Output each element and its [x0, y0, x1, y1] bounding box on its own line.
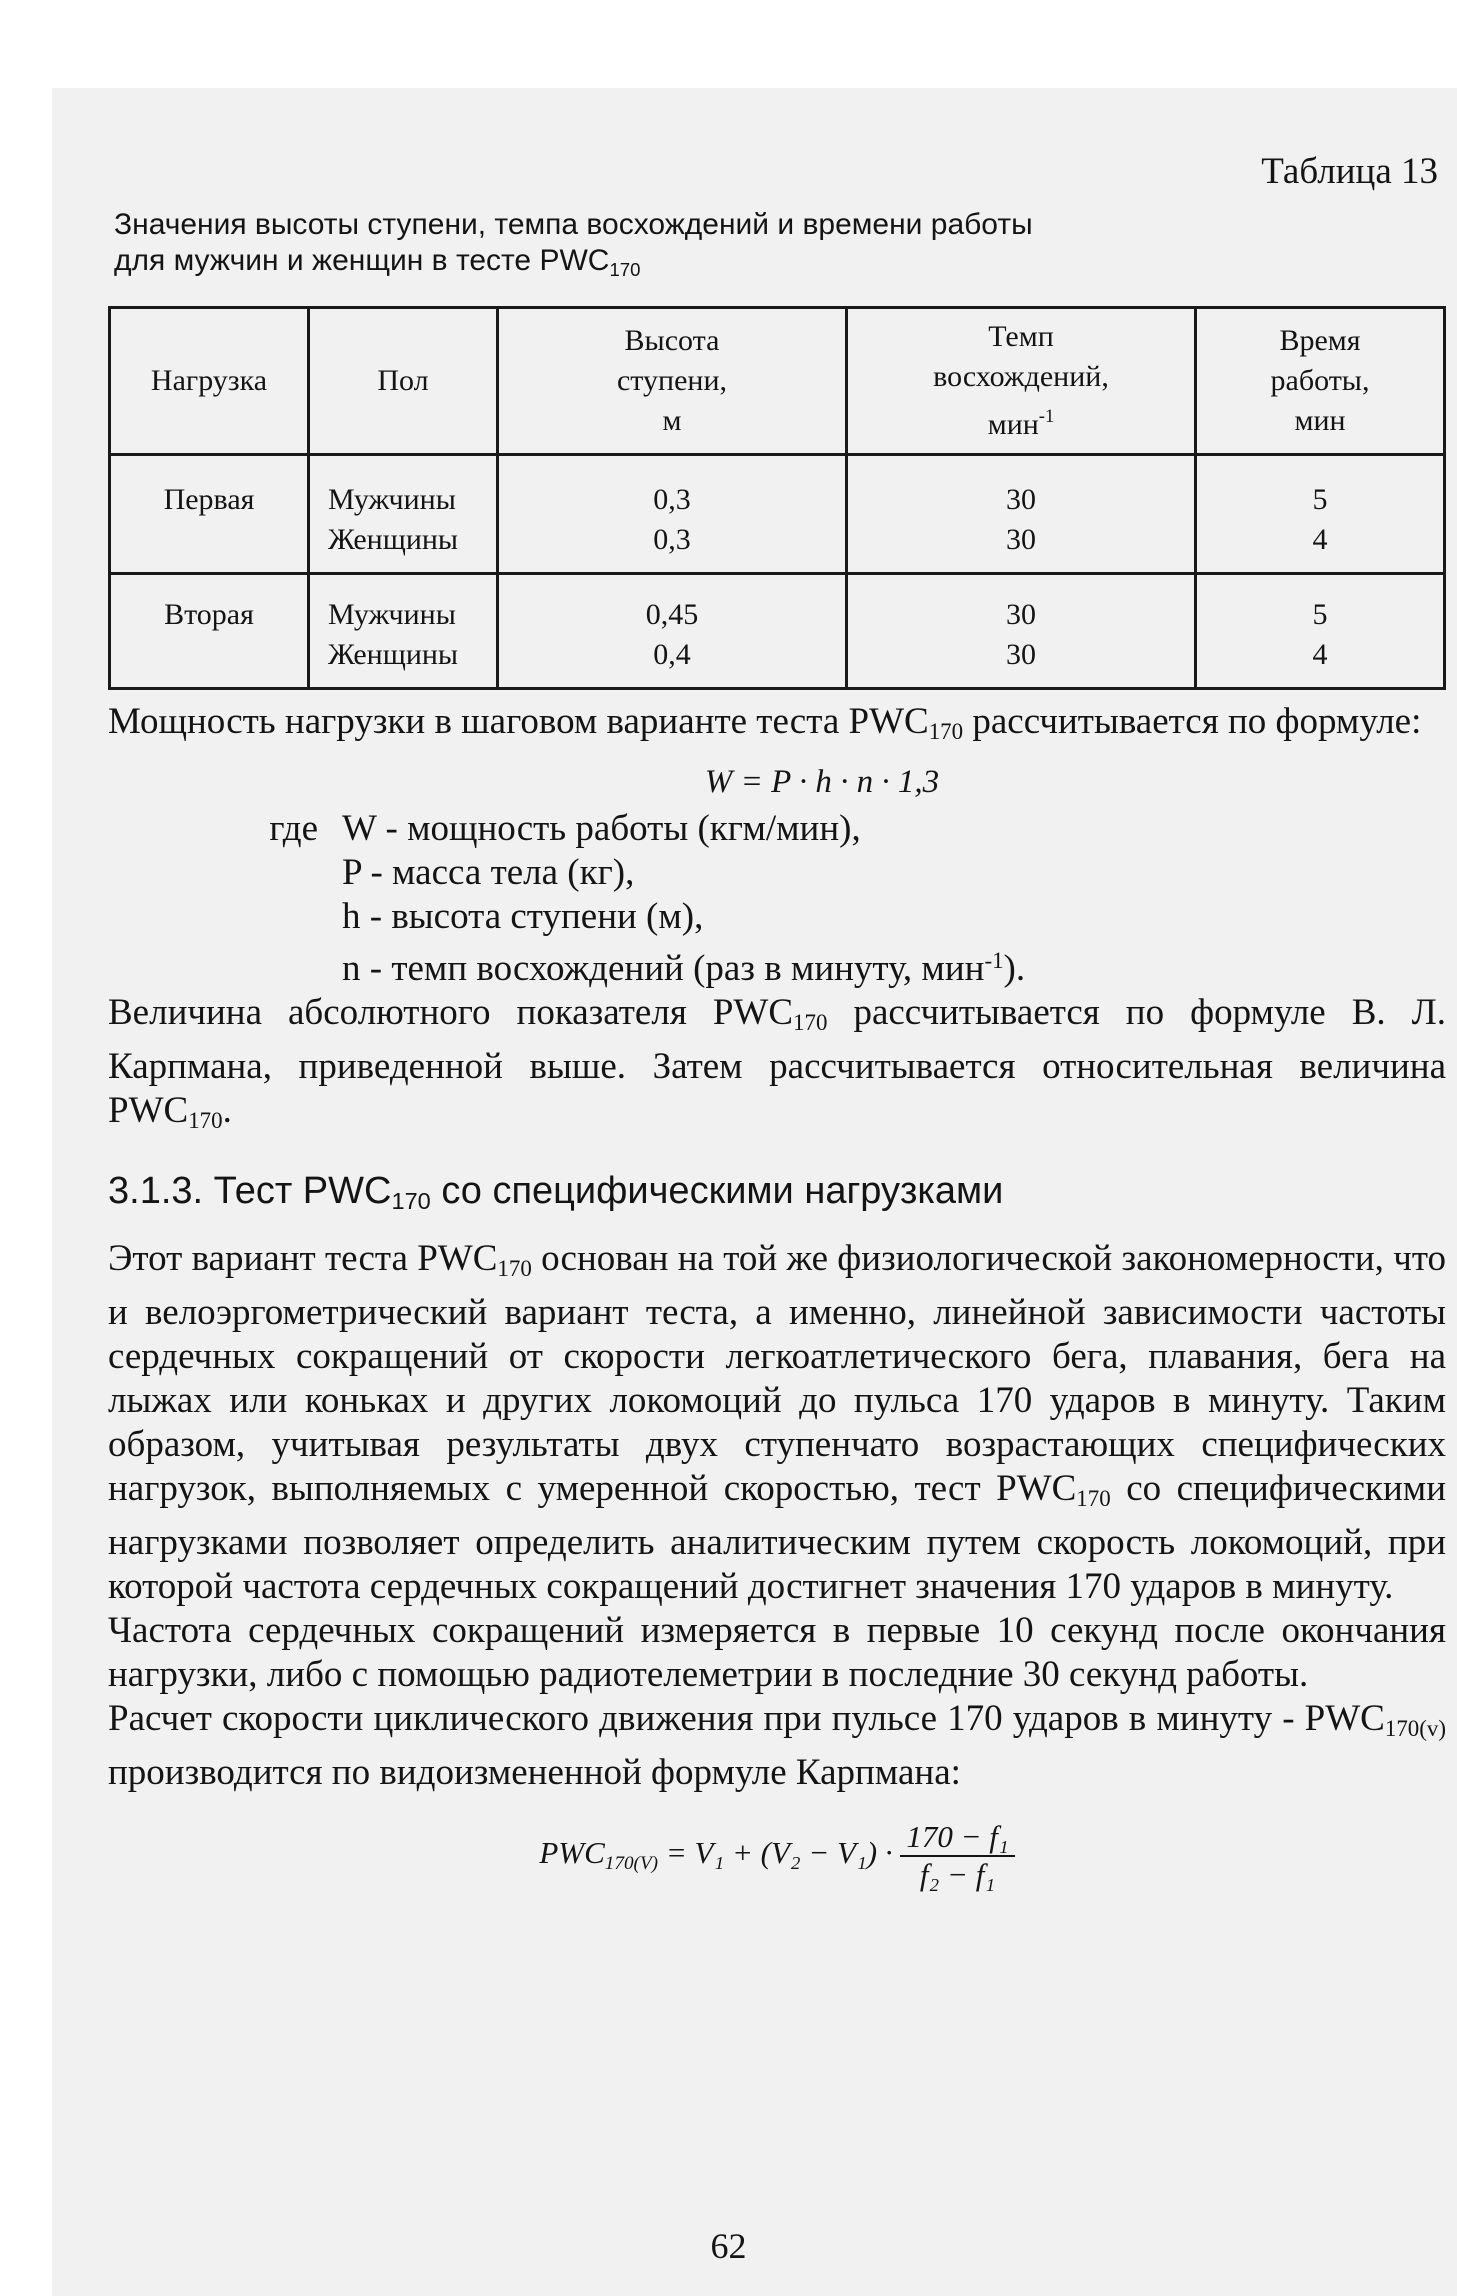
p2-b: рассчитывается по формуле В. Л. Карпмана, приведенной выше. Затем рассчитывается относительная величина PWC: [108, 992, 1447, 1131]
header-tempo-l2: восхождений,: [933, 360, 1109, 393]
cell-tempo-men: 30: [1006, 598, 1036, 631]
table-row: [110, 455, 1445, 574]
heading-sub: 170: [391, 1188, 431, 1214]
legend-item: P - масса тела (кг),: [342, 852, 635, 893]
header-height-l3: м: [662, 404, 682, 437]
legend-row: [108, 895, 1446, 939]
formula-mid: = V₁ + (V₂ − V₁) ·: [658, 1835, 901, 1871]
legend-row: [108, 939, 1446, 991]
cell-time: [1196, 574, 1445, 689]
cell-tempo-women: 30: [1006, 638, 1036, 671]
header-sex: Пол: [309, 308, 498, 455]
section-heading: [108, 1169, 1446, 1223]
legend-row: [108, 851, 1446, 895]
header-time-l2: работы,: [1270, 364, 1370, 397]
paragraph-calculation: [108, 1697, 1446, 1795]
legend-sup: -1: [984, 948, 1004, 973]
cell-height: [498, 574, 847, 689]
cell-time-women: 4: [1312, 523, 1328, 556]
cell-sex: [309, 455, 498, 574]
header-height-l1: Высота: [624, 324, 720, 357]
formula-denominator: f₂ − f₁: [919, 1857, 996, 1892]
formula-power: W = P · h · n · 1,3: [704, 764, 940, 800]
cell-height: [498, 455, 847, 574]
table-label: Таблица 13: [1261, 151, 1438, 192]
legend-item: h - высота ступени (м),: [342, 896, 704, 937]
header-time: [1196, 308, 1445, 455]
cell-sex: [309, 574, 498, 689]
header-height-l2: ступени,: [616, 364, 727, 397]
caption-line-2-text: для мужчин и женщин в тесте PWC: [114, 244, 610, 277]
paragraph-absolute: [108, 991, 1446, 1143]
legend-item-text: n - темп восхождений (раз в минуту, мин: [342, 948, 985, 989]
formula-lhs: PWC: [539, 1835, 605, 1871]
header-height: [498, 308, 847, 455]
cell-time-men: 5: [1312, 483, 1328, 516]
cell-height-men: 0,45: [645, 598, 699, 631]
p3-sub1: 170: [497, 1256, 532, 1281]
paragraph-power: [108, 700, 1446, 754]
formula-numerator: 170 − f₁: [900, 1819, 1014, 1857]
cell-time: [1196, 455, 1445, 574]
cell-tempo: [847, 574, 1196, 689]
cell-load: Первая: [110, 455, 309, 574]
cell-height-women: 0,3: [653, 523, 691, 556]
p1-sub: 170: [928, 719, 964, 744]
cell-tempo-women: 30: [1006, 523, 1036, 556]
p1-text: Мощность нагрузки в шаговом варианте теста PWC: [108, 701, 929, 742]
cell-time-men: 5: [1312, 598, 1328, 631]
heading-pre: 3.1.3. Тест PWC: [108, 1170, 392, 1212]
heading-post: со специфическими нагрузками: [430, 1170, 1004, 1212]
legend-item: [342, 939, 1446, 991]
header-tempo-sup: -1: [1038, 406, 1055, 427]
header-tempo: [847, 308, 1196, 455]
legend-item: W - мощность работы (кгм/мин),: [342, 808, 861, 849]
formula-karpman: [108, 1819, 1446, 1893]
header-time-l3: мин: [1294, 404, 1346, 437]
cell-time-women: 4: [1312, 638, 1328, 671]
caption-line-2: [114, 243, 1446, 288]
header-tempo-unit: мин: [987, 408, 1039, 441]
cell-tempo: [847, 455, 1196, 574]
p3-b: основан на той же физиологической закономерности, что и велоэргометрический вариант теста, а именно, линейной зависимости частоты сердечных сокращений от скорости легкоатлетического бега, плавания, бега на лыжах или коньках и других локомоций до пульса 170 ударов в минуту. Таким образом, учитывая результаты двух ступенчато возрастающих специфических нагрузок, выполняемых с умеренной скоростью, тест PWC: [108, 1238, 1446, 1509]
p2-a: Величина абсолютного показателя PWC: [108, 992, 794, 1033]
formula-lhs-sub: 170(V): [604, 1853, 659, 1875]
p3-a: Этот вариант теста PWC: [108, 1238, 498, 1279]
table-header-row: [110, 308, 1445, 455]
p2-sub2: 170: [188, 1108, 223, 1133]
cell-sex-men: Мужчины: [328, 598, 456, 631]
formula-legend: [108, 807, 1446, 991]
header-load: Нагрузка: [110, 308, 309, 455]
data-table: [108, 306, 1446, 690]
p5-sub: 170(v): [1384, 1716, 1446, 1741]
document-content: [108, 150, 1446, 1893]
p5-b: производится по видоизмененной формуле Карпмана:: [108, 1752, 961, 1793]
page-number: 62: [710, 2226, 747, 2266]
caption-line-1: Значения высоты ступени, темпа восхождений и времени работы: [114, 208, 1033, 241]
header-tempo-l3: [856, 397, 1186, 445]
paragraph-specific: [108, 1237, 1446, 1609]
header-time-l1: Время: [1279, 324, 1361, 357]
p3-c: со специфическими нагрузками позволяет определить аналитическим путем скорость локомоций, при которой частота сердечных сокращений достигнет значения 170 ударов в минуту.: [108, 1468, 1446, 1607]
cell-height-men: 0,3: [653, 483, 691, 516]
cell-sex-women: Женщины: [328, 523, 459, 556]
legend-key: где: [269, 808, 318, 849]
cell-height-women: 0,4: [653, 638, 691, 671]
cell-load: Вторая: [110, 574, 309, 689]
cell-sex-men: Мужчины: [328, 483, 456, 516]
paragraph-heart-rate: Частота сердечных сокращений измеряется в первые 10 секунд после окончания нагрузки, либо с помощью радиотелеметрии в последние 30 секунд работы.: [108, 1610, 1446, 1695]
cell-tempo-men: 30: [1006, 483, 1036, 516]
p3-sub2: 170: [1076, 1486, 1111, 1511]
caption-subscript: 170: [609, 259, 641, 280]
legend-end: ).: [1003, 948, 1026, 989]
header-tempo-l1: Темп: [988, 320, 1054, 353]
table-caption: [114, 207, 1446, 288]
table-row: [110, 574, 1445, 689]
p2-sub1: 170: [793, 1010, 828, 1035]
p1-text-end: рассчитывается по формуле:: [963, 701, 1422, 742]
legend-row: [108, 807, 1446, 851]
cell-sex-women: Женщины: [328, 638, 459, 671]
p2-c: .: [222, 1090, 232, 1131]
p5-a: Расчет скорости циклического движения при пульсе 170 ударов в минуту - PWC: [108, 1698, 1385, 1739]
formula-fraction: [900, 1819, 1014, 1893]
